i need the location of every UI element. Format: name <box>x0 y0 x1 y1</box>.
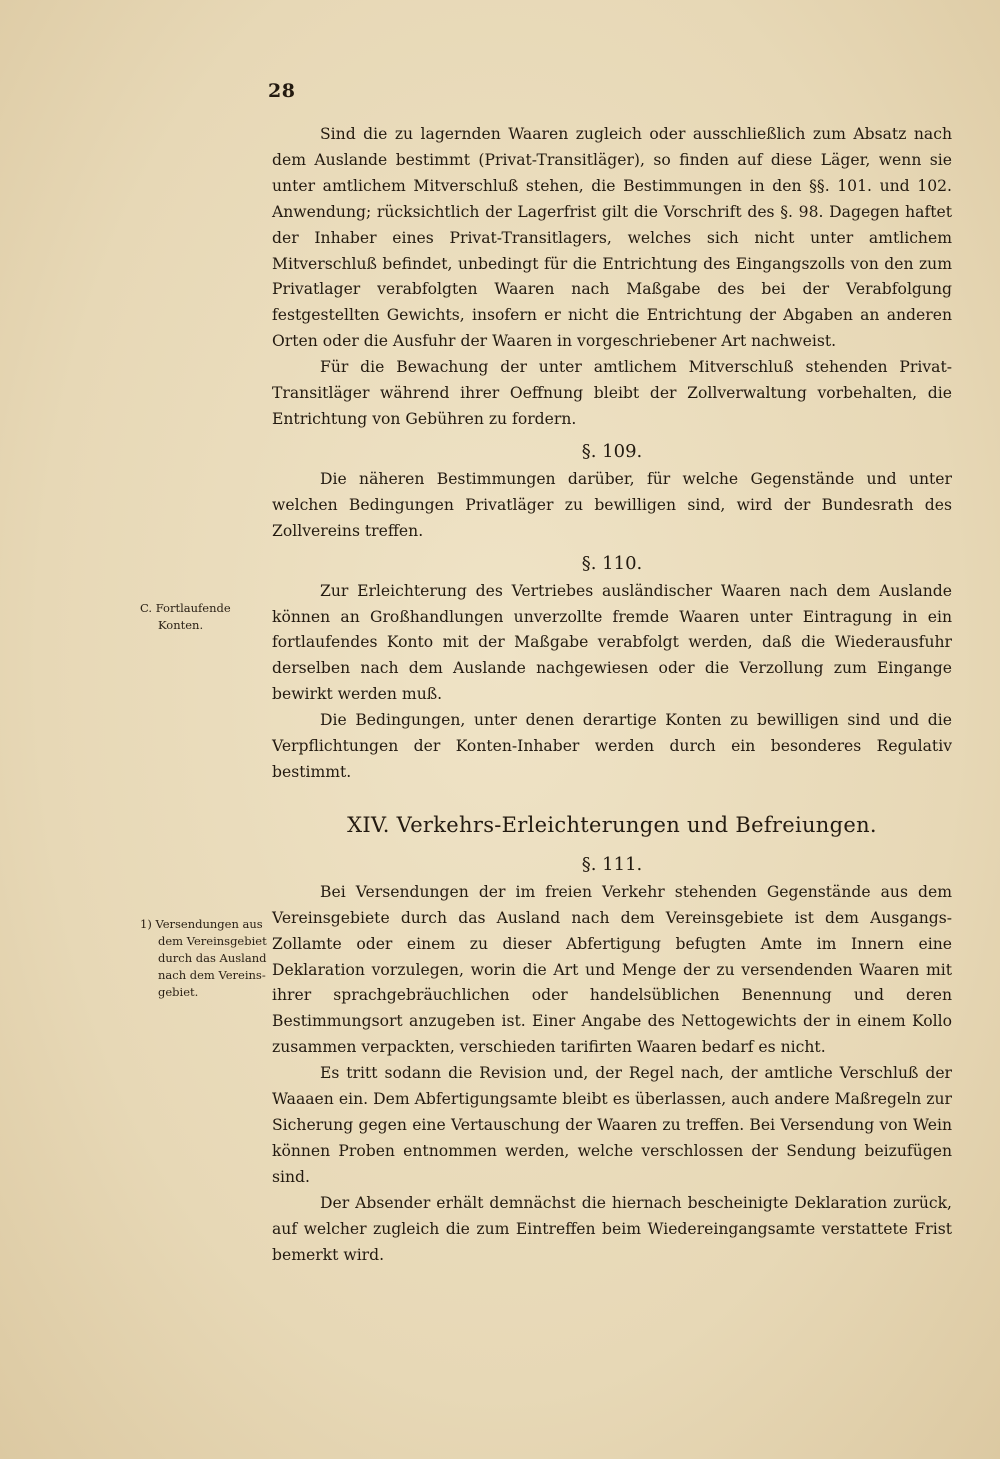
margin-note-versendungen <box>140 916 270 1001</box>
main-text-column <box>272 122 952 1268</box>
paragraph-absender: Der Absender erhält demnächst die hiernach bescheinigte Deklaration zurück, auf welcher zugleich die zum Eintreffen beim Wiedereingangsamte verstattete Frist bemerkt wird. <box>272 1193 952 1264</box>
margin-note-line: dem Vereinsgebiet <box>158 934 267 948</box>
paragraph-erleichterung-vertrieb: Zur Erleichterung des Vertriebes ausländischer Waaren nach dem Auslande können an Großhandlungen unverzollte fremde Waaren unter Eintragung in ein fortlaufendes Konto mit der Maßgabe verabfolgt werden, daß die Wiederausfuhr derselben nach dem Auslande nachgewiesen oder die Verzollung zum Eingange bewirkt werden muß. <box>272 581 952 704</box>
paragraph-versendungen: Bei Versendungen der im freien Verkehr stehenden Gegenstände aus dem Vereinsgebiete durch das Ausland nach dem Vereinsgebiete ist dem Ausgangs-Zollamte oder einem zu dieser Abfertigung befugten Amte im Innern eine Deklaration vorzulegen, worin die Art und Menge der zu versendenden Waaren mit ihrer sprachgebräuchlichen oder handelsüblichen Benennung und deren Bestimmungsort anzugeben ist. Einer Angabe des Nettogewichts der in einem Kollo zusammen verpackten, verschieden tarifirten Waaren bedarf es nicht. <box>272 882 952 1057</box>
margin-note-line: gebiet. <box>158 985 199 999</box>
margin-note-line: durch das Ausland <box>158 951 267 965</box>
margin-note-line: Konten. <box>158 618 204 632</box>
page-number: 28 <box>268 80 296 102</box>
margin-note-line: C. Fortlaufende <box>140 601 231 615</box>
section-number-109: §. 109. <box>581 440 643 462</box>
paragraph-naehere-bestimmungen: Die näheren Bestimmungen darüber, für welche Gegenstände und unter welchen Bedingungen Privatläger zu bewilligen sind, wird der Bundesrath des Zollvereins treffen. <box>272 469 952 540</box>
chapter-heading-xiv: XIV. Verkehrs-Erleichterungen und Befreiungen. <box>347 812 877 837</box>
margin-note-line: nach dem Vereins- <box>158 968 266 982</box>
margin-note-line: 1) Versendungen aus <box>140 917 263 931</box>
paragraph-privat-transitlaeger: Sind die zu lagernden Waaren zugleich oder ausschließlich zum Absatz nach dem Auslande bestimmt (Privat-Transitläger), so finden auf diese Läger, wenn sie unter amtlichem Mitverschluß stehen, die Bestimmungen in den §§. 101. und 102. Anwendung; rücksichtlich der Lagerfrist gilt die Vorschrift des §. 98. Dagegen haftet der Inhaber eines Privat-Transitlagers, welches sich nicht unter amtlichem Mitverschluß befindet, unbedingt für die Entrichtung des Eingangszolls von den zum Privatlager verabfolgten Waaren nach Maßgabe des bei der Verabfolgung festgestellten Gewichts, insofern er nicht die Entrichtung der Abgaben an anderen Orten oder die Ausfuhr der Waaren in vorgeschriebener Art nachweist. <box>272 125 952 351</box>
paragraph-revision: Es tritt sodann die Revision und, der Regel nach, der amtliche Verschluß der Waaaen ein. Dem Abfertigungsamte bleibt es überlassen, auch andere Maßregeln zur Sicherung gegen eine Vertauschung der Waaren zu treffen. Bei Versendung von Wein können Proben entnommen werden, welche verschlossen der Sendung beizufügen sind. <box>272 1064 952 1186</box>
margin-note-fortlaufende-konten <box>140 600 270 634</box>
section-number-111: §. 111. <box>581 853 643 875</box>
section-number-110: §. 110. <box>581 552 643 574</box>
paragraph-bewachung: Für die Bewachung der unter amtlichem Mitverschluß stehenden Privat-Transitläger während ihrer Oeffnung bleibt der Zollverwaltung vorbehalten, die Entrichtung von Gebühren zu fordern. <box>272 358 952 428</box>
paragraph-bedingungen-konten: Die Bedingungen, unter denen derartige Konten zu bewilligen sind und die Verpflichtungen der Konten-Inhaber werden durch ein besonderes Regulativ bestimmt. <box>272 711 952 781</box>
